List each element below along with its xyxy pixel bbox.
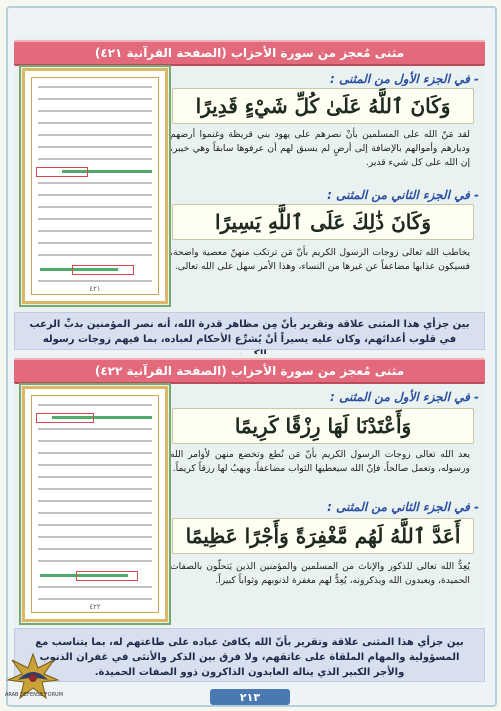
section-banner-421 [14,40,485,66]
verse-text: أَعَدَّ ٱللَّهُ لَهُم مَّغْفِرَةً وَأَجْرًا عَظِيمًا [185,524,461,548]
banner-text: مثنى مُعجز من سورة الأحزاب (الصفحة القرآنية ٤٢١) [94,46,405,60]
verse-box [172,88,474,124]
summary-box-422 [14,628,485,682]
mushaf-page-number: ٤٢٢ [89,603,101,611]
part2-heading: - في الجزء الثاني من المثنى : [327,500,479,514]
explanation-paragraph: يُعِدُّ الله تعالى للذكور والإناث من المسلمين والمؤمنين الذين يَتحلّون بالصفات الحميدة، ويعبدون الله ويذكرونه، يُعِدُّ لهم مغفرة لذنوبهم وثواباً كبيراً. [170,561,470,586]
verse-text: وَكَانَ ذَٰلِكَ عَلَى ٱللَّهِ يَسِيرًا [214,210,432,234]
banner-text: مثنى مُعجز من سورة الأحزاب (الصفحة القرآنية ٤٢٢) [94,364,405,378]
verse-box [172,408,474,444]
page-number-text: ٢١٣ [239,690,261,704]
explanation-paragraph: يعد الله تعالى زوجات الرسول الكريم بأنّ مَن تُطع وتخضع منهن لأوامر الله ورسوله، وتعمل صالحاً، فإنّ الله سيعطيها الثواب مضاعفاً، ويهبُ لها رزقاً كريماً. [170,449,470,474]
mushaf-page-image [22,386,168,622]
part1-heading: - في الجزء الأول من المثنى : [329,72,479,86]
summary-box-421 [14,312,485,350]
explanation-paragraph: يخاطب الله تعالى زوجات الرسول الكريم بأنّ مَن ترتكب منهنّ معصية واضحة، فسيكون عذابها مضاعفاً عن غيرها من النساء، وهذا الأمر سهل على الله تعالى. [170,247,470,272]
part2-heading: - في الجزء الثاني من المثنى : [327,188,479,202]
section-banner-422 [14,358,485,384]
summary-text: بين جزأي هذا المثنى علاقة وتقرير بأنّ مِن مظاهر قدرة الله، أنه نصر المؤمنين بدبِّ الرعب في قلوب أعدائهم، وكان عليه يسيراً أنْ يُشرِّع الأحكام لعباده، بما فيهم زوجات رسوله [29,319,470,345]
verse-text: وَأَعْتَدْنَا لَهَا رِزْقًا كَرِيمًا [234,414,412,438]
page-number [210,689,290,705]
summary-text: بين جزأي هذا المثنى علاقة وتقرير بأنّ الله يكافئ عباده على طاعتهم له، بما يتناسب مع المسؤولية والمهام الملقاة على عاتقهم، ولا فرق بين الذكر والأنثى في غفران الذنوب والأجر الكبير الذي يناله العابدون الذاكرون ذوو الصفات الحميدة. [35,637,464,678]
part1-heading: - في الجزء الأول من المثنى : [329,390,479,404]
verse-box [172,204,474,240]
verse-text: وَكَانَ ٱللَّهُ عَلَىٰ كُلِّ شَيْءٍ قَدِيرًا [195,94,451,118]
explanation-paragraph: لقد مَنّ الله على المسلمين بأنْ نصرهم على يهود بني قريظة وغنموا أرضهم وديارهم وأموالهم بالإضافة إلى أرضٍ لم يسبق لهم أن عرفوها سابقاً وهي خيبر، إن الله على كل شيء قدير. [170,129,470,168]
mushaf-page-image [22,68,168,304]
mushaf-page-number: ٤٢١ [89,285,101,293]
verse-box [172,518,474,554]
forum-logo-text: ARAB DEFENSE FORUM [4,692,64,698]
